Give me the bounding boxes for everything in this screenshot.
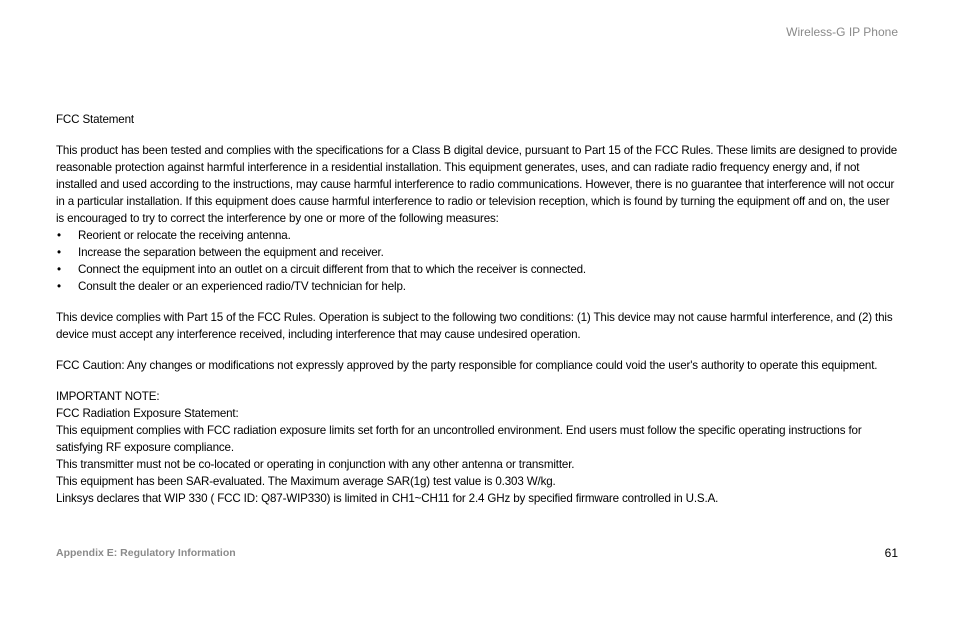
channel-declaration-line: Linksys declares that WIP 330 ( FCC ID: Q87-WIP330) is limited in CH1~CH11 for 2.4 GHz by specified firmware controlled in U.S.A. (56, 492, 719, 505)
list-item-text: Consult the dealer or an experienced radio/TV technician for help. (78, 280, 406, 293)
document-body (56, 111, 898, 507)
fcc-statement-heading: FCC Statement (56, 113, 134, 126)
part15-paragraph: This device complies with Part 15 of the FCC Rules. Operation is subject to the following two conditions: (1) This device may not cause harmful interference, and (2) this device must accept any interference received, including interference that may cause undesired operation. (56, 311, 893, 341)
interference-measures-list (56, 227, 898, 295)
paragraph-gap (56, 128, 898, 142)
list-item-text: Increase the separation between the equipment and receiver. (78, 246, 384, 259)
list-item (56, 227, 898, 244)
bullet-icon: • (57, 263, 61, 276)
paragraph-gap (56, 374, 898, 388)
bullet-icon: • (57, 280, 61, 293)
footer-section-title: Appendix E: Regulatory Information (56, 547, 236, 559)
list-item (56, 261, 898, 278)
bullet-icon: • (57, 229, 61, 242)
radiation-exposure-heading: FCC Radiation Exposure Statement: (56, 407, 239, 420)
sar-line: This equipment has been SAR-evaluated. The Maximum average SAR(1g) test value is 0.303 W/kg. (56, 475, 556, 488)
page-number: 61 (884, 546, 898, 560)
list-item (56, 244, 898, 261)
colocation-line: This transmitter must not be co-located or operating in conjunction with any other antenna or transmitter. (56, 458, 575, 471)
fcc-statement-paragraph: This product has been tested and complies with the specifications for a Class B digital device, pursuant to Part 15 of the FCC Rules. These limits are designed to provide reasonable protection against harmful interference in a residential installation. This equipment generates, uses, and can radiate radio frequency energy and, if not installed and used according to the instructions, may cause harmful interference to radio communications. However, there is no guarantee that interference will not occur in a particular installation. If this equipment does cause harmful interference to radio or television reception, which is found by turning the equipment off and on, the user is encouraged to try to correct the interference by one or more of the following measures: (56, 144, 898, 225)
bullet-icon: • (57, 246, 61, 259)
list-item (56, 278, 898, 295)
paragraph-gap (56, 343, 898, 357)
fcc-caution-paragraph: FCC Caution: Any changes or modifications not expressly approved by the party responsible for compliance could void the user's authority to operate this equipment. (56, 359, 878, 372)
list-item-text: Reorient or relocate the receiving antenna. (78, 229, 291, 242)
list-item-text: Connect the equipment into an outlet on a circuit different from that to which the receiver is connected. (78, 263, 586, 276)
important-note-heading: IMPORTANT NOTE: (56, 390, 160, 403)
document-header-title: Wireless-G IP Phone (786, 25, 898, 39)
radiation-exposure-paragraph: This equipment complies with FCC radiation exposure limits set forth for an uncontrolled environment. End users must follow the specific operating instructions for satisfying RF exposure compliance. (56, 424, 862, 454)
paragraph-gap (56, 295, 898, 309)
